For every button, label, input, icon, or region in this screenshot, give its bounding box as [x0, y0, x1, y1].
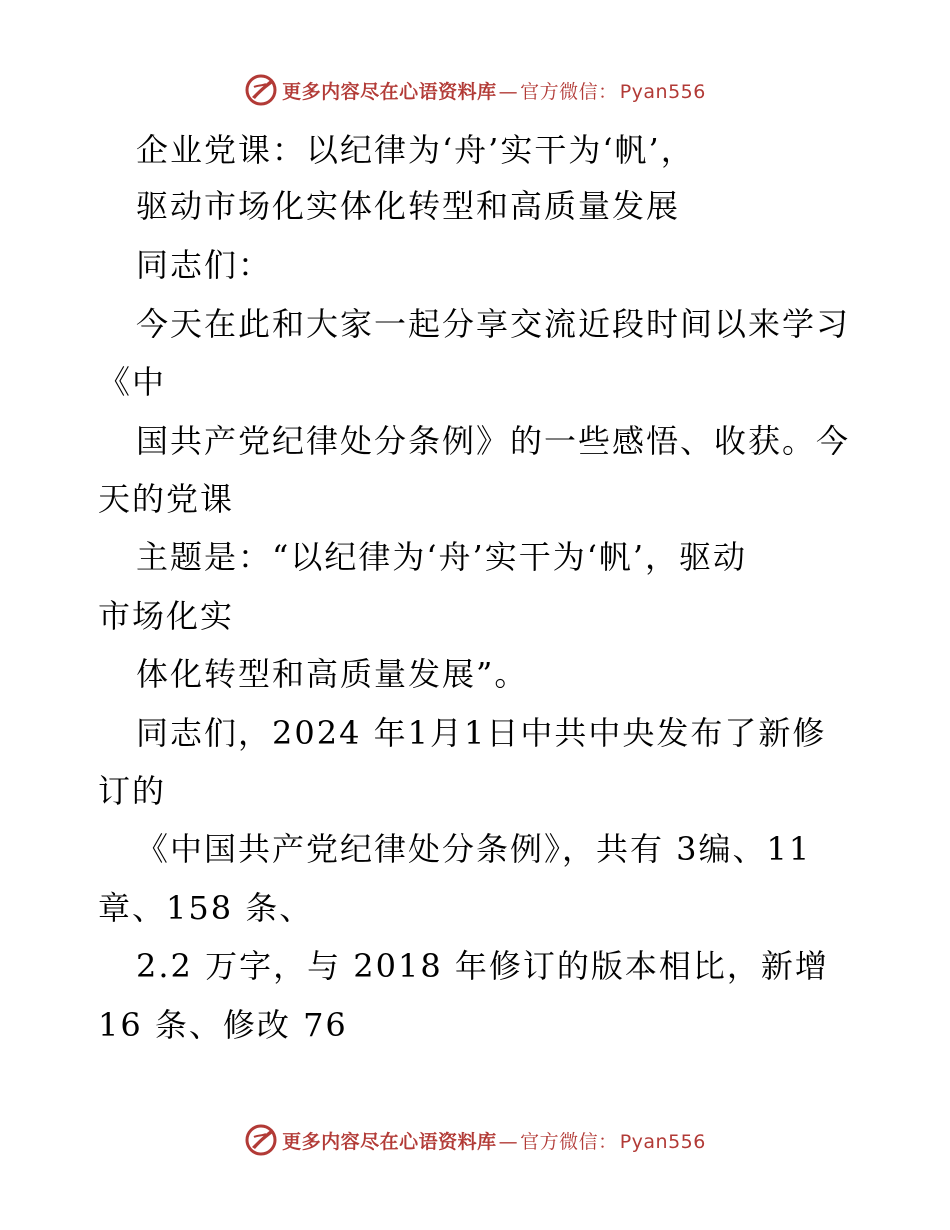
salutation-line: 同志们：: [136, 246, 273, 284]
watermark-official: 官方微信：: [520, 1130, 618, 1153]
paragraph-line: 同志们，2024 年1月1日中共中央发布了新修: [136, 714, 827, 752]
paragraph-line: 今天在此和大家一起分享交流近段时间以来学习: [136, 305, 851, 343]
paragraph-line: 订的: [98, 772, 167, 810]
paragraph-line: 《中国共产党纪律处分条例》，共有 3编、11: [136, 830, 812, 868]
watermark-dash: —: [498, 80, 519, 103]
watermark-brand: 更多内容尽在心语资料库: [282, 80, 497, 103]
paragraph-line: 主题是：“以纪律为‘舟’实干为‘帆’，驱动: [136, 538, 748, 576]
brush-logo-icon: [244, 73, 278, 107]
watermark-text: [282, 77, 706, 104]
title-line-2: 驱动市场化实体化转型和高质量发展: [136, 187, 681, 225]
header-watermark: [0, 70, 950, 110]
paragraph-line: 16 条、修改 76: [98, 1006, 348, 1044]
title-line-1: 企业党课：以纪律为‘舟’实干为‘帆’，: [136, 131, 695, 169]
watermark-brand: 更多内容尽在心语资料库: [282, 1130, 497, 1153]
watermark-wechat-id: Pyan556: [619, 80, 706, 103]
paragraph-line: 天的党课: [98, 480, 235, 518]
paragraph-line: 2.2 万字，与 2018 年修订的版本相比，新增: [136, 947, 829, 985]
paragraph-line: 体化转型和高质量发展”。: [136, 655, 529, 693]
paragraph-line: 市场化实: [98, 597, 235, 635]
brush-logo-icon: [244, 1123, 278, 1157]
watermark-dash: —: [498, 1130, 519, 1153]
watermark-wechat-id: Pyan556: [619, 1130, 706, 1153]
paragraph-line: 《中: [98, 363, 167, 401]
paragraph-line: 章、158 条、: [98, 889, 314, 927]
watermark-official: 官方微信：: [520, 80, 618, 103]
watermark-text: [282, 1127, 706, 1154]
footer-watermark: [0, 1120, 950, 1160]
paragraph-line: 国共产党纪律处分条例》的一些感悟、收获。今: [136, 422, 851, 460]
